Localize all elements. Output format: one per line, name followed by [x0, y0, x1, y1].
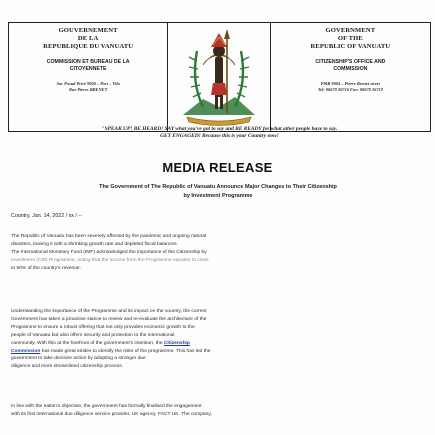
paragraph-line — [11, 340, 383, 348]
right-address — [318, 81, 383, 93]
paragraph-2 — [11, 308, 383, 371]
right-title — [311, 27, 391, 51]
left-title-line-3: REPUBLIQUE DU VANUATU — [43, 43, 134, 50]
slogan-line-2: GET ENGAGED! Because this is your Country now! — [160, 133, 279, 139]
left-title-line-1: GOUVERNEMENT — [58, 27, 118, 34]
left-address-line-2: Rue Pierre BRENET — [68, 87, 108, 93]
right-title-line-2: OF THE — [337, 35, 363, 42]
paragraph-line: The International Monetary Fund (IMF) acknowledged the importance of the Citizenship by — [11, 249, 207, 255]
letterhead-slogan — [8, 126, 431, 140]
paragraph-line: The Republic of Vanuatu has been severely affected by the pandemic and ongoing natural — [11, 234, 207, 239]
letterhead — [8, 22, 431, 132]
release-headline — [28, 183, 408, 201]
headline-line-2: by Investment Programme — [183, 193, 253, 199]
right-office-line-2: COMMISSION — [333, 65, 368, 72]
left-title — [43, 27, 133, 51]
left-address-line-1: Sac Postal Privé 9004 – Port – Vila — [56, 81, 120, 87]
paragraph-line: diligence and more streamlined citizenship process. — [11, 364, 123, 370]
right-office-line-1: CITIZENSHIP'S OFFICE AND — [315, 59, 386, 65]
letterhead-left-french — [9, 23, 168, 131]
paragraph-line: In line with the nation's objective, the government has formally finalised the engagement — [11, 404, 202, 409]
paragraph-line: Programme to ensure a robust offering that not only provides economic growth to the — [11, 324, 195, 330]
paragraph-line: Understanding the importance of the Programme and its impact on the country, the current — [11, 309, 207, 314]
paragraph-line — [11, 348, 383, 356]
paragraph-line: disasters, leaving it with a shrinking growth rate and depleted fiscal balances. — [11, 241, 178, 247]
left-office-line-1: COMMISSION ET BUREAU DE LA — [46, 59, 130, 65]
paragraph-text: community. With this at the forefront of the government's intention, the — [11, 340, 164, 346]
paragraph-line: to 50% of the country's revenue. — [11, 265, 81, 271]
letterhead-right-english — [271, 23, 430, 131]
letterhead-emblem-cell — [168, 23, 271, 131]
paragraph-3 — [11, 403, 383, 419]
paragraph-line: people of Vanuatu but also offers security and protection to the international — [11, 332, 175, 338]
right-office — [315, 59, 385, 72]
paragraph-1 — [11, 233, 383, 273]
paragraph-line: Investment (CBI) Programme, noting that the income from the Programme equates to close — [11, 257, 209, 263]
left-office — [47, 59, 130, 72]
right-title-line-1: GOVERNMENT — [325, 27, 376, 34]
right-title-line-3: REPUBLIC OF VANUATU — [310, 43, 391, 50]
release-title: MEDIA RELEASE — [162, 160, 273, 175]
paragraph-line: with its first international due diligence service provider, UK agency, FACT UK. The company, — [11, 411, 212, 417]
citizenship-commission-link-cont[interactable]: Commission — [11, 348, 41, 354]
dateline: Country, Jan. 14, 2022 / xx / -- — [11, 213, 82, 219]
citizenship-commission-link[interactable]: Citizenship — [163, 340, 190, 346]
paragraph-text: has made great strides to identify the risks of the programme. This has led the — [40, 348, 211, 354]
left-office-line-2: CITOYENNETE — [69, 65, 107, 72]
right-address-line-1: PMB 9004 – Pierre Brenet street — [320, 81, 380, 87]
paragraph-line: government to take decisive action by adopting a stronger due — [11, 356, 146, 362]
right-address-line-2: Tel: 00678 26716 Fax: 00678 26719 — [317, 87, 383, 93]
paragraph-line: Government has taken a proactive stance to review and re-evaluate the architecture of the — [11, 316, 207, 322]
slogan-line-1: "SPEAK UP! BE HEARD! SAY what you've got to say and BE READY for what other people have to say. — [101, 126, 338, 132]
left-title-line-2: DE LA — [77, 35, 99, 42]
headline-line-1: The Government of The Republic of Vanuatu Announce Major Changes to Their Citizenship — [99, 184, 337, 190]
vanuatu-coat-of-arms-icon — [173, 27, 265, 127]
left-address — [56, 81, 119, 93]
